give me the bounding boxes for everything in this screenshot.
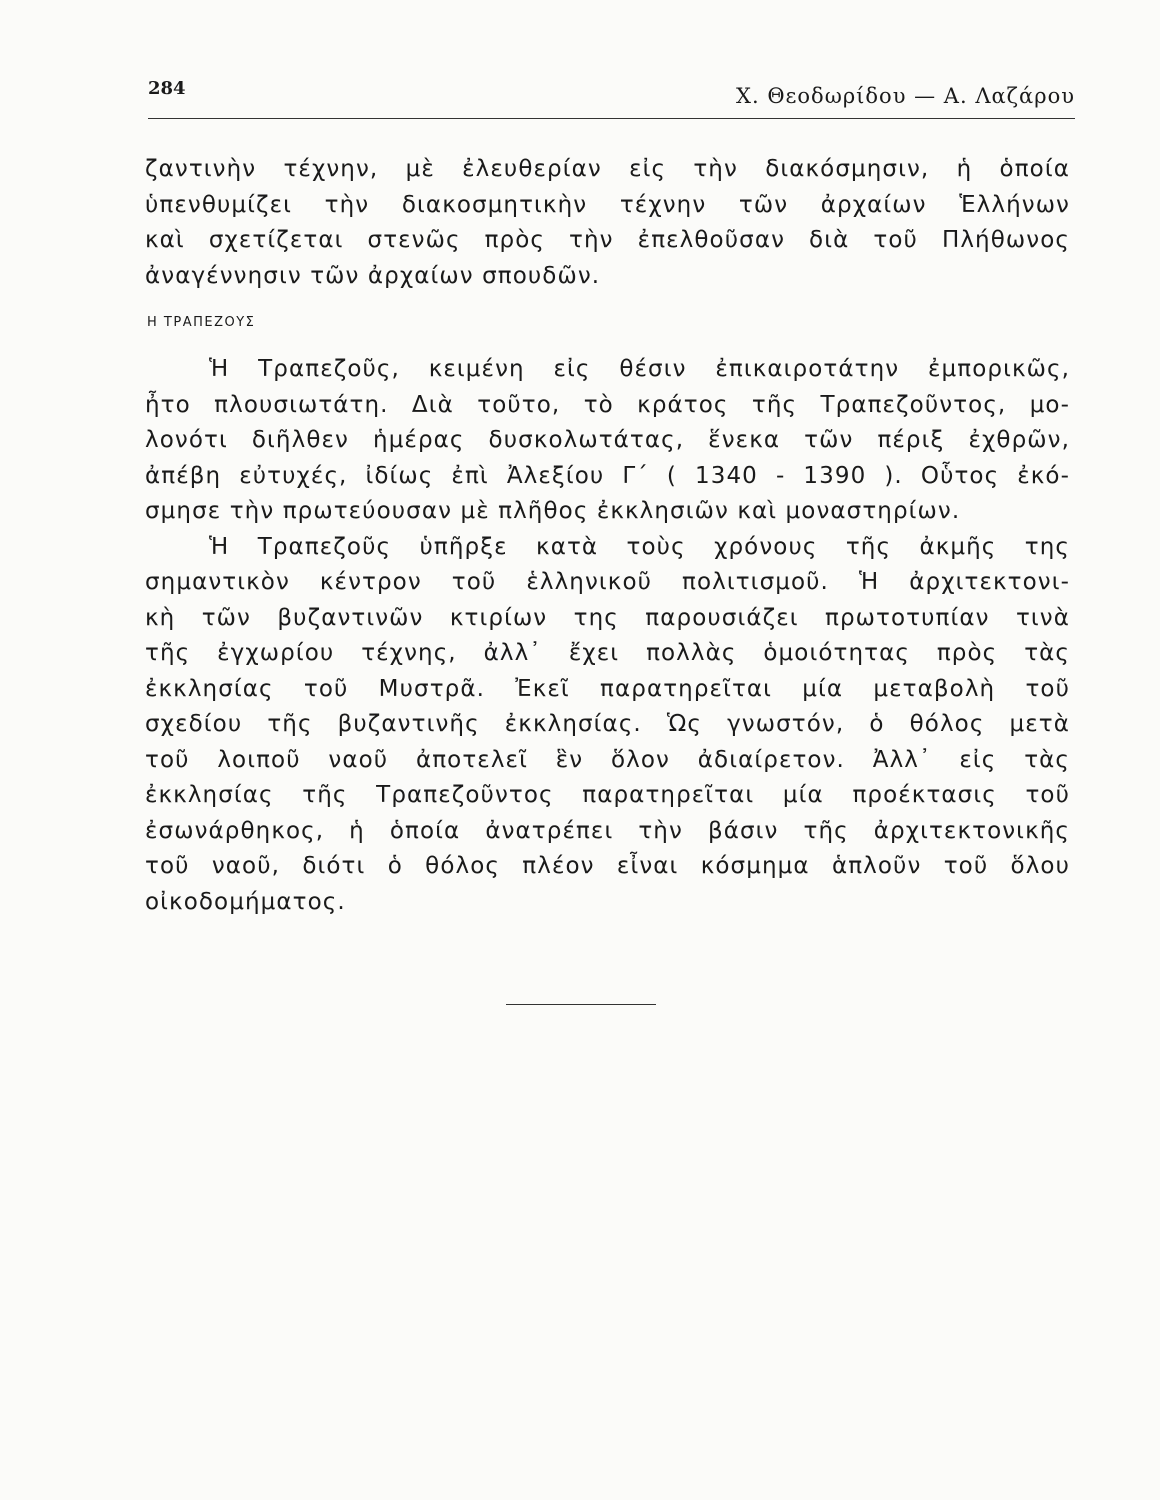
text-line: ζαντινὴν τέχνην, μὲ ἐλευθερίαν εἰς τὴν διακόσμησιν, ἡ ὁποία <box>145 156 1070 182</box>
page-number: 284 <box>148 78 186 99</box>
text-line: ἐσωνάρθηκος, ἡ ὁποία ἀνατρέπει τὴν βάσιν τῆς ἀρχιτεκτονικῆς <box>145 817 1070 844</box>
text-line: ἀναγέννησιν τῶν ἀρχαίων σπουδῶν. <box>145 262 601 289</box>
text-line: ὑπενθυμίζει τὴν διακοσμητικὴν τέχνην τῶν ἀρχαίων Ἑλλήνων <box>145 191 1070 218</box>
text-line: λονότι διῆλθεν ἡμέρας δυσκολωτάτας, ἕνεκα τῶν πέριξ ἐχθρῶν, <box>145 427 1070 453</box>
page-header <box>148 72 1075 119</box>
text-line: ἀπέβη εὐτυχές, ἰδίως ἐπὶ Ἀλεξίου Γ΄ ( 1340 - 1390 ). Οὗτος ἐκό- <box>145 462 1070 489</box>
text-line: οἰκοδομήματος. <box>145 888 346 915</box>
text-line: σχεδίου τῆς βυζαντινῆς ἐκκλησίας. Ὡς γνωστόν, ὁ θόλος μετὰ <box>145 711 1070 737</box>
text-line: τοῦ λοιποῦ ναοῦ ἀποτελεῖ ἓν ὅλον ἀδιαίρετον. Ἀλλ᾽ εἰς τὰς <box>145 746 1070 773</box>
text-line: Ἡ Τραπεζοῦς ὑπῆρξε κατὰ τοὺς χρόνους τῆς ἀκμῆς της <box>209 533 1070 560</box>
text-line: τοῦ ναοῦ, διότι ὁ θόλος πλέον εἶναι κόσμημα ἁπλοῦν τοῦ ὅλου <box>145 853 1070 879</box>
text-line: σμησε τὴν πρωτεύουσαν μὲ πλῆθος ἐκκλησιῶν καὶ μοναστηρίων. <box>145 498 961 524</box>
text-line: τῆς ἐγχωρίου τέχνης, ἀλλ᾽ ἔχει πολλὰς ὁμοιότητας πρὸς τὰς <box>145 640 1070 666</box>
text-line: ἦτο πλουσιωτάτη. Διὰ τοῦτο, τὸ κράτος τῆς Τραπεζοῦντος, μο- <box>145 391 1070 418</box>
section-heading: Η ΤΡΑΠΕΖΟΥΣ <box>147 315 256 330</box>
text-line: κὴ τῶν βυζαντινῶν κτιρίων της παρουσιάζει πρωτοτυπίαν τινὰ <box>145 604 1070 631</box>
text-line: σημαντικὸν κέντρον τοῦ ἑλληνικοῦ πολιτισμοῦ. Ἡ ἀρχιτεκτονι- <box>145 569 1070 595</box>
end-section-rule <box>506 1004 656 1005</box>
paragraph-continuation <box>145 152 1070 294</box>
text-line: ἐκκλησίας τῆς Τραπεζοῦντος παρατηρεῖται μία προέκτασις τοῦ <box>145 782 1070 808</box>
text-line: ἐκκλησίας τοῦ Μυστρᾶ. Ἐκεῖ παρατηρεῖται μία μεταβολὴ τοῦ <box>145 675 1070 702</box>
running-head: Χ. Θεοδωρίδου — Α. Λαζάρου <box>736 84 1075 108</box>
text-line: Ἡ Τραπεζοῦς, κειμένη εἰς θέσιν ἐπικαιροτάτην ἐμπορικῶς, <box>209 356 1070 382</box>
paragraphs-trapezous <box>145 352 1070 920</box>
text-line: καὶ σχετίζεται στενῶς πρὸς τὴν ἐπελθοῦσαν διὰ τοῦ Πλήθωνος <box>145 227 1070 253</box>
